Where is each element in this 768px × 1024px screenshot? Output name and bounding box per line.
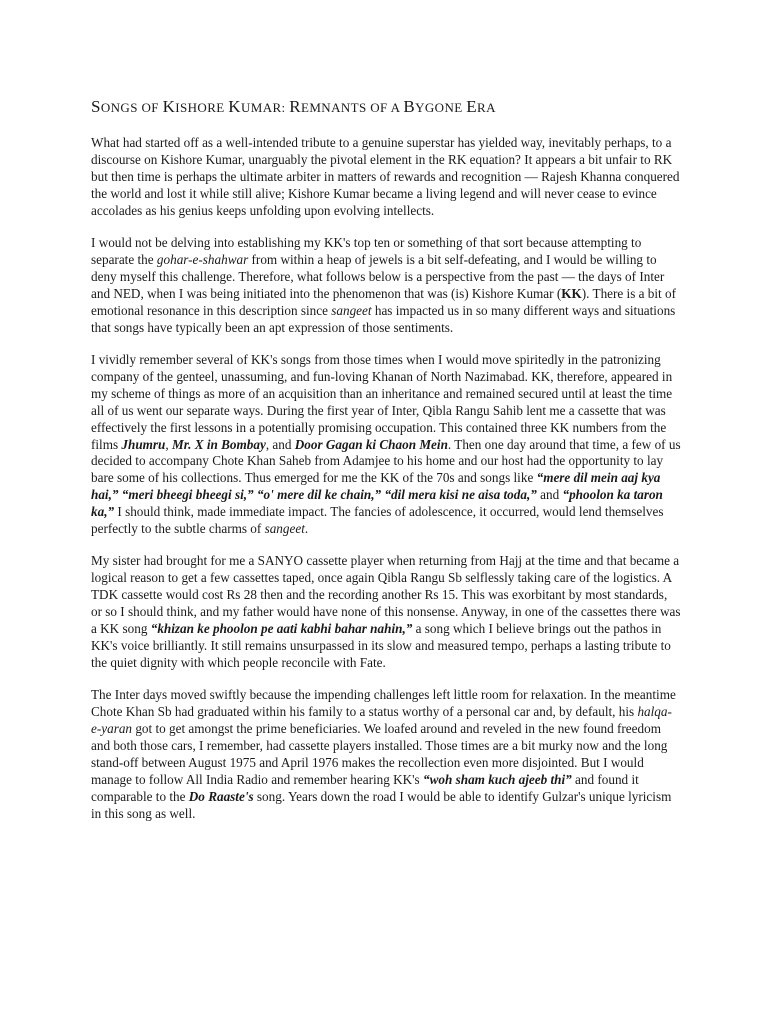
film-title: Jhumru — [121, 436, 166, 452]
term-sangeet: sangeet — [331, 302, 372, 318]
term-halqa-e-yaran: halqa-e-yaran — [91, 704, 672, 737]
paragraph-4: My sister had brought for me a SANYO cassette player when returning from Hajj at the time and that became a logical reason to get a few cassettes taped, once again Qibla Rangu Sb selflessly taking care of the logistics. A TDK cassette would cost Rs 28 then and the recording another Rs 15. This was exorbitant by most standards, or so I should think, and my father would have none of this nonsense. Anyway, in one of the cassettes there was a KK song “khizan ke phoolon pe aati kabhi bahar nahin,” a song which I believe brings out the pathos in KK's voice brilliantly. It still remains unsurpassed in its slow and measured tempo, perhaps a lasting tribute to the quiet dignity with which people reconcile with Fate. — [91, 553, 681, 670]
film-title: Do Raaste's — [188, 788, 254, 804]
song-title: “woh sham kuch ajeeb thi” — [422, 771, 572, 787]
abbr-kk: KK — [561, 285, 582, 301]
song-title: “meri bheegi bheegi si,” — [121, 487, 254, 503]
term-gohar-e-shahwar: gohar-e-shahwar — [156, 251, 249, 267]
paragraph-1: What had started off as a well-intended tribute to a genuine superstar has yielded way, inevitably perhaps, to a discourse on Kishore Kumar, unarguably the pivotal element in the RK equation? It appears a bit unfair to RK but then time is perhaps the ultimate arbiter in matters of rewards and recognition — Rajesh Khanna conquered the world and lost it while still alive; Kishore Kumar became a living legend and will never cease to evince accolades as his genius keeps unfolding upon evolving intellects. — [91, 135, 680, 218]
paragraph-3: I vividly remember several of KK's songs from those times when I would move spiritedly in the patronizing company of the genteel, unassuming, and fun-loving Khanan of North Nazimabad. KK, therefore, appeared in my scheme of things as more of an acquisition than an inheritance and remained secured until at least the time all of us went our separate ways. During the first year of Inter, Qibla Rangu Sahib lent me a cassette that was effectively the first lessons in a potentially promising occupation. This contained three KK numbers from the films Jhumru, Mr. X in Bombay, and Door Gagan ki Chaon Mein. Then one day around that time, a few of us decided to accompany Chote Khan Saheb from Adamjee to his home and our host had the opportunity to lay bare some of his collections. Thus emerged for me the KK of the 70s and songs like “mere dil mein aaj kya hai,” “meri bheegi bheegi si,” “o' mere dil ke chain,” “dil mera kisi ne aisa toda,” and “phoolon ka taron ka,” I should think, made immediate impact. The fancies of adolescence, it occurred, would lend themselves perfectly to the subtle charms of sangeet. — [91, 351, 681, 537]
film-title: Door Gagan ki Chaon Mein — [294, 436, 448, 452]
document-page — [91, 98, 681, 838]
paragraph-5: The Inter days moved swiftly because the impending challenges left little room for relaxation. In the meantime Chote Khan Sb had graduated within his family to a status worthy of a personal car and, by default, his halqa-e-yaran got to get amongst the prime beneficiaries. We loafed around and reveled in the new found freedom and both those cars, I remember, had cassette players installed. Those times are a bit murky now and the long stand-off between August 1975 and April 1976 makes the recollection even more disjointed. But I would manage to follow All India Radio and remember hearing KK's “woh sham kuch ajeeb thi” and found it comparable to the Do Raaste's song. Years down the road I would be able to identify Gulzar's unique lyricism in this song as well. — [91, 687, 676, 821]
song-title: “phoolon ka taron ka,” — [91, 487, 663, 520]
film-title: Mr. X in Bombay — [172, 436, 266, 452]
song-title: “khizan ke phoolon pe aati kabhi bahar nahin,” — [150, 621, 413, 637]
page-title: SONGS OF KISHORE KUMAR: REMNANTS OF A BYGONE ERA — [91, 97, 496, 116]
paragraph-2: I would not be delving into establishing my KK's top ten or something of that sort because attempting to separate the gohar-e-shahwar from within a heap of jewels is a bit self-defeating, and I would be willing to deny myself this challenge. Therefore, what follows below is a perspective from the past — the days of Inter and NED, when I was being initiated into the phenomenon that was (is) Kishore Kumar (KK). There is a bit of emotional resonance in this description since sangeet has impacted us in so many different ways and situations that songs have typically been an apt expression of those sentiments. — [91, 235, 677, 335]
song-title: “o' mere dil ke chain,” — [256, 487, 382, 503]
song-title: “mere dil mein aaj kya hai,” — [91, 470, 661, 503]
term-sangeet: sangeet — [264, 521, 305, 537]
song-title: “dil mera kisi ne aisa toda,” — [384, 487, 537, 503]
